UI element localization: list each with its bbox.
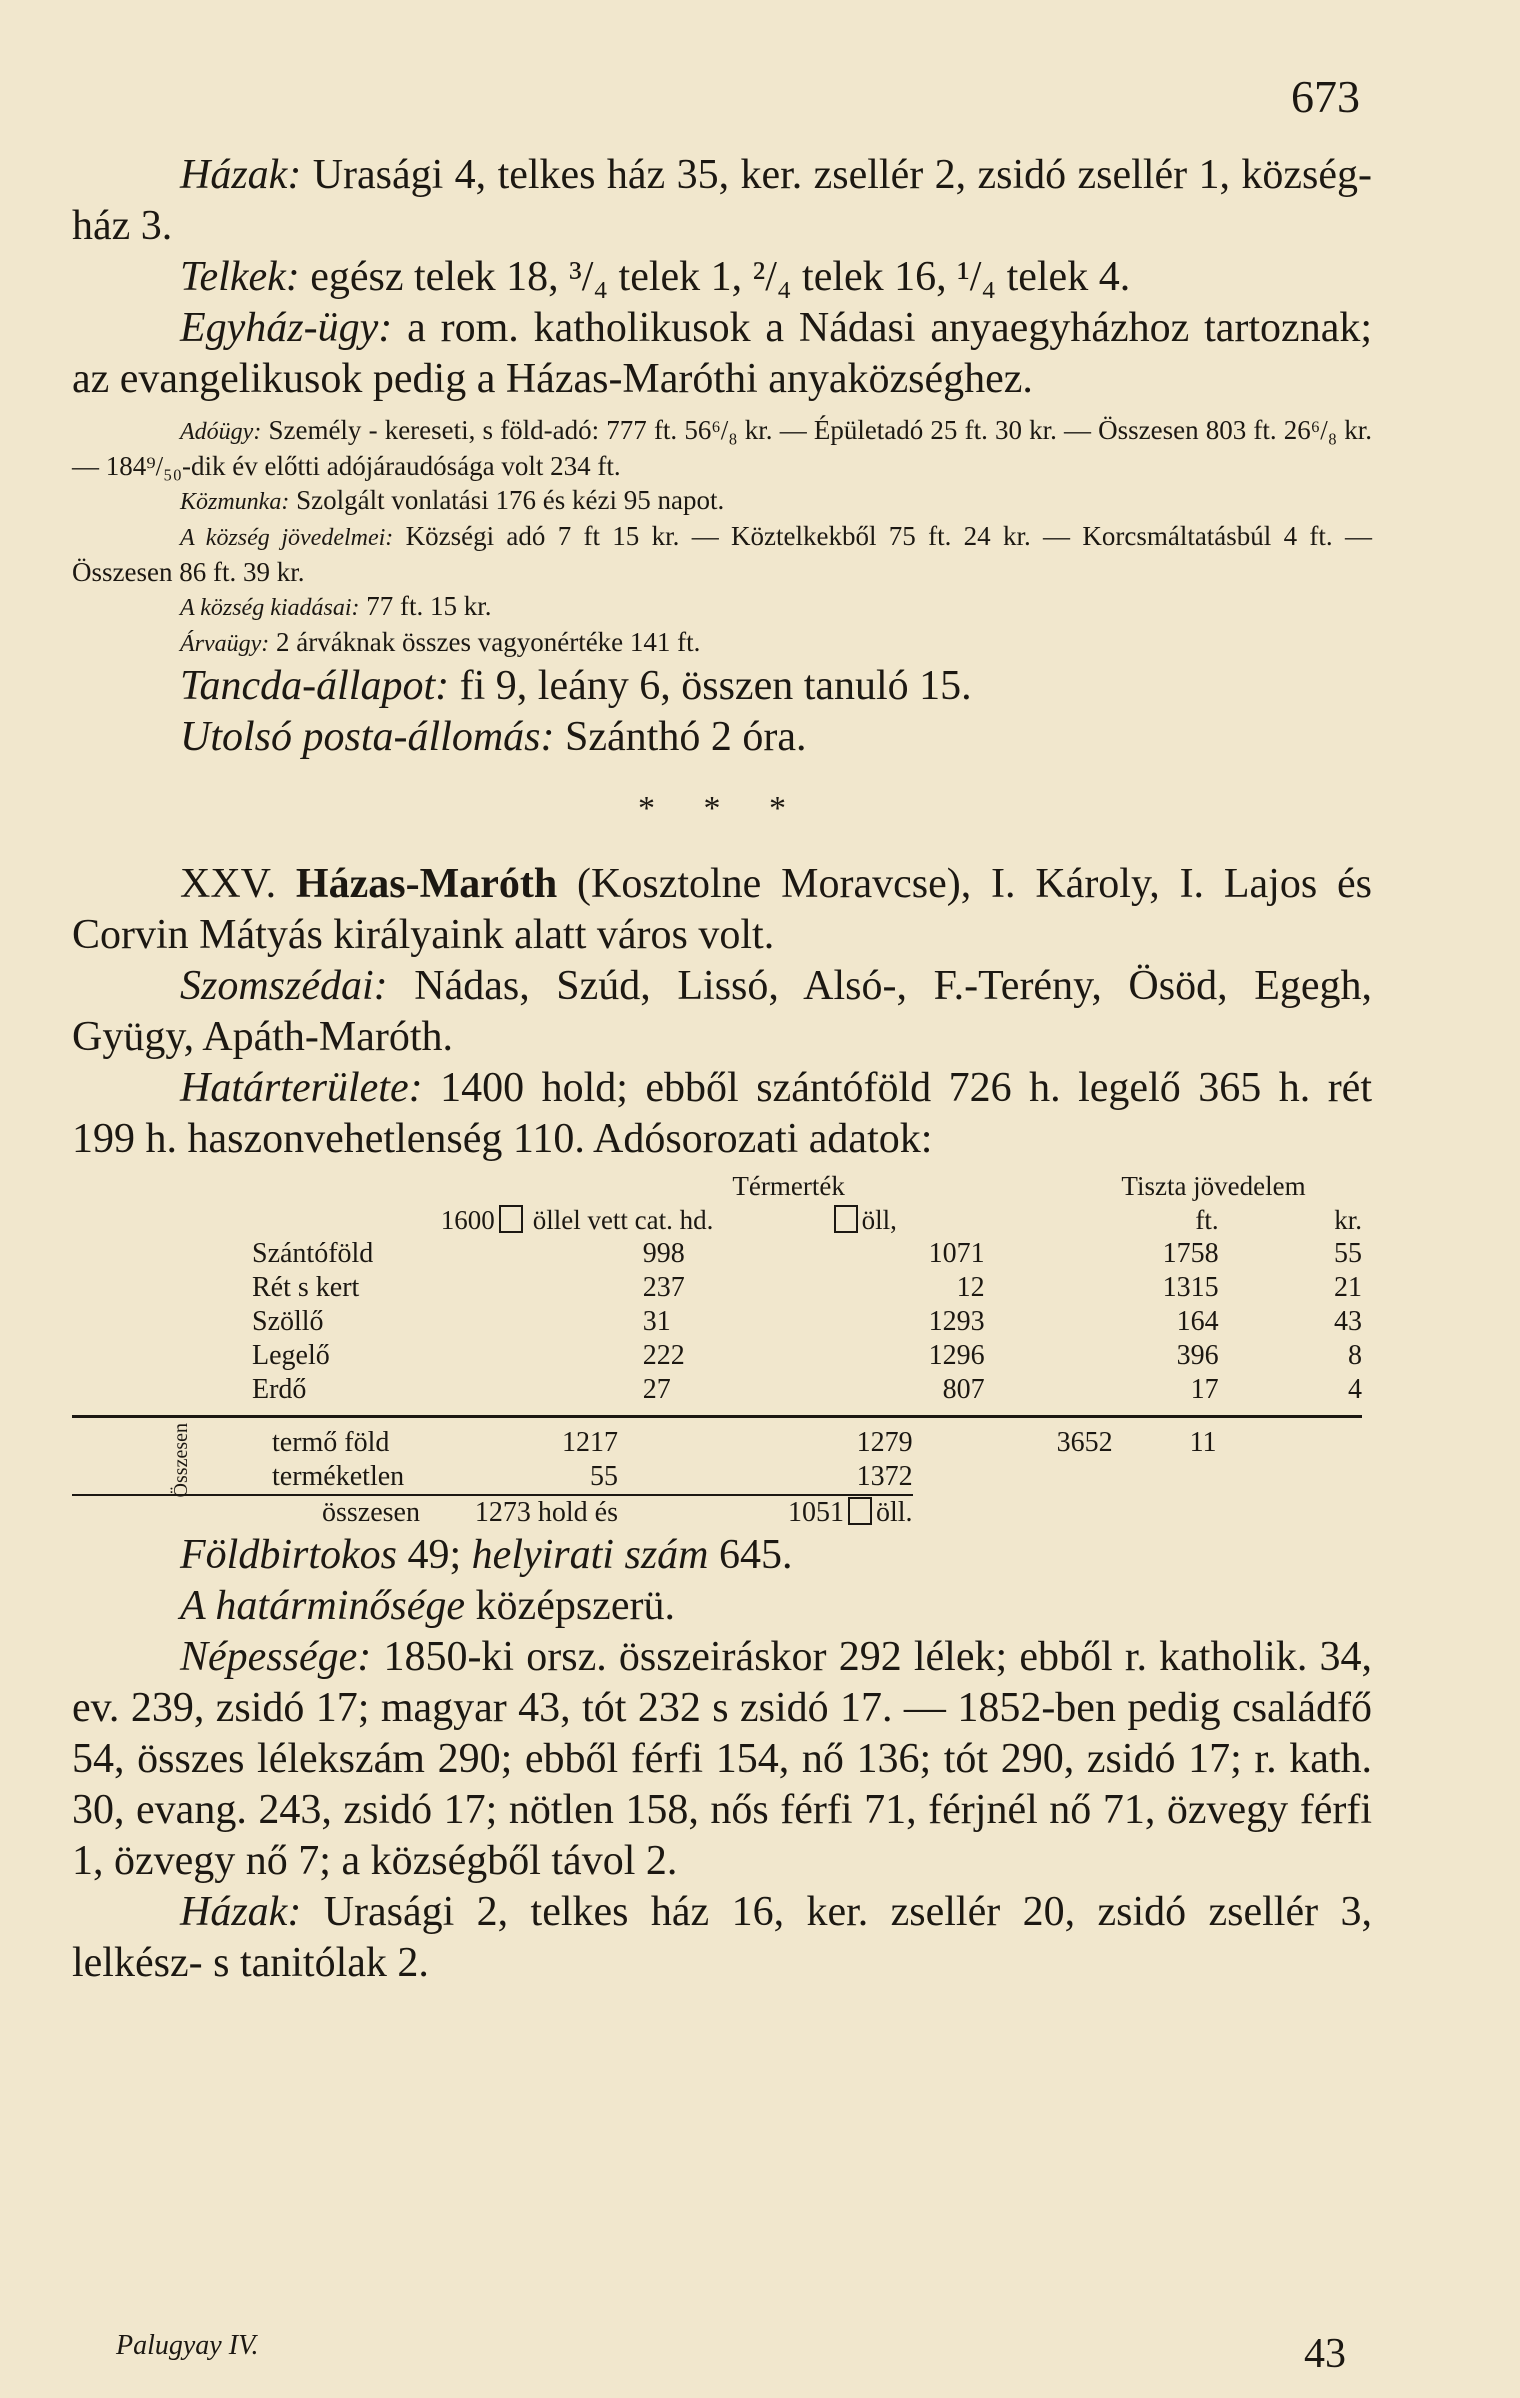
paragraph-szomszedai: Szomszédai: Nádas, Szúd, Lissó, Alsó-, F.-Terény, Ösöd, Egegh, Gyügy, Apáth-Maróth. xyxy=(72,963,1372,1060)
paragraph-adougy: Adóügy: Személy - kereseti, s föld-adó: 777 ft. 56⁶/₈ kr. — Épületadó 25 ft. 30 kr. — Összesen 803 ft. 26⁶/₈ kr. — 184⁹/₅₀-dik év előtti adójáraudósága volt 234 ft. xyxy=(72,415,1372,481)
totals-table xyxy=(72,1426,1362,1530)
table-row xyxy=(72,1339,1362,1373)
paragraph-hazak-2: Házak: Urasági 2, telkes ház 16, ker. zsellér 20, zsidó zsellér 3, lelkész- s tanitólak 2. xyxy=(72,1889,1372,1986)
table-header-2: 1600 öllel vett cat. hd. öll, ft. kr. xyxy=(440,1205,1362,1235)
table-row xyxy=(72,1237,1362,1271)
cell-kr: 4 xyxy=(1348,1374,1362,1405)
cell-kr: 8 xyxy=(1348,1340,1362,1371)
cell-hd: 237 xyxy=(642,1272,685,1303)
cell-oll: 12 xyxy=(956,1272,985,1303)
cell-ft: 396 xyxy=(1176,1340,1219,1371)
paragraph-foldbirtokos: Földbirtokos 49; helyirati szám 645. xyxy=(180,1532,793,1578)
table-row xyxy=(72,1305,1362,1339)
paragraph-nepessege: Népessége: 1850-ki orsz. összeiráskor 292 lélek; ebből r. katholik. 34, ev. 239, zsidó 17; magyar 43, tót 232 s zsidó 17. — 1852-ben pedig családfő 54, összes lélekszám 290; ebből férfi 154, nő 136; tót 290, zsidó 17; r. kath. 30, evang. 243, zsidó 17; nötlen 158, nős férfi 71, férjnél nő 71, özvegy férfi 1, özvegy nő 7; a községből távol 2. xyxy=(72,1634,1372,1884)
sidebar-label: Összesen xyxy=(170,1423,192,1498)
total-row-termeketlen: terméketlen 55 1372 xyxy=(272,1461,913,1492)
footer xyxy=(116,2330,1346,2377)
land-table xyxy=(72,1169,1362,1407)
sheet-number: 43 xyxy=(1304,2331,1346,2377)
cell-name: Rét s kert xyxy=(252,1272,360,1303)
total-row-termo: termő föld 1217 1279 3652 11 xyxy=(272,1427,1217,1458)
square-ol-symbol xyxy=(848,1497,872,1525)
cell-hd: 27 xyxy=(642,1374,671,1405)
paragraph-hatarminosege: A határminősége középszerü. xyxy=(180,1583,675,1629)
section-divider-stars: * * * xyxy=(638,790,806,827)
table-row xyxy=(72,1373,1362,1407)
cell-oll: 1293 xyxy=(928,1306,985,1337)
cell-ft: 164 xyxy=(1176,1306,1219,1337)
table-row xyxy=(72,1271,1362,1305)
cell-kr: 43 xyxy=(1334,1306,1362,1337)
cell-name: Erdő xyxy=(252,1374,307,1405)
paragraph-section-title: XXV. Házas-Maróth (Kosztolne Moravcse), I. Károly, I. Lajos és Corvin Mátyás királyaink alatt város volt. xyxy=(72,861,1372,958)
cell-hd: 222 xyxy=(642,1340,685,1371)
cell-ft: 17 xyxy=(1190,1374,1219,1405)
cell-oll: 1296 xyxy=(928,1340,985,1371)
paragraph-kiadasai: A község kiadásai: 77 ft. 15 kr. xyxy=(180,591,492,621)
page-number: 673 xyxy=(1291,71,1360,122)
totals-block xyxy=(72,1415,1372,1530)
paragraph-jovedelmei: A község jövedelmei: Községi adó 7 ft 15 kr. — Köztelkekből 75 ft. 24 kr. — Korcsmáltatásbúl 4 ft. — Összesen 86 ft. 39 kr. xyxy=(72,521,1372,587)
paragraph-tanoda: Tancda-állapot: fi 9, leány 6, összen tanuló 15. xyxy=(180,663,972,709)
cell-oll: 1071 xyxy=(928,1238,985,1269)
divider-line xyxy=(72,1415,1362,1418)
paragraph-arvaugy: Árvaügy: 2 árváknak összes vagyonértéke 141 ft. xyxy=(180,627,701,657)
paragraph-posta: Utolsó posta-állomás: Szánthó 2 óra. xyxy=(180,714,807,760)
square-ol-symbol xyxy=(834,1205,858,1233)
paragraph-hatarterulete: Határterülete: 1400 hold; ebből szántóföld 726 h. legelő 365 h. rét 199 h. haszonvehetlenség 110. Adósorozati adatok: xyxy=(72,1065,1372,1162)
cell-ft: 1758 xyxy=(1162,1238,1219,1269)
cell-name: Szántóföld xyxy=(252,1238,374,1269)
cell-name: Legelő xyxy=(252,1340,330,1371)
place-name: Házas-Maróth xyxy=(295,861,558,907)
cell-kr: 55 xyxy=(1334,1238,1362,1269)
signature-mark: Palugyay IV. xyxy=(116,2330,259,2361)
main-text xyxy=(72,150,1372,1989)
label-hazak: Házak: xyxy=(180,152,302,198)
cell-ft: 1315 xyxy=(1162,1272,1219,1303)
paragraph-hazak: Házak: Urasági 4, telkes ház 35, ker. zsellér 2, zsidó zsellér 1, község-ház 3. xyxy=(72,152,1372,249)
paragraph-kozmunka: Közmunka: Szolgált vonlatási 176 és kézi 95 napot. xyxy=(180,485,725,515)
cell-oll: 807 xyxy=(942,1374,985,1405)
paragraph-telkek: Telkek: egész telek 18, ³/₄ telek 1, ²/₄ telek 16, ¹/₄ telek 4. xyxy=(180,254,1131,300)
cell-name: Szöllő xyxy=(252,1306,324,1337)
table-header-1: Térmerték Tiszta jövedelem xyxy=(732,1171,1306,1201)
cell-hd: 31 xyxy=(642,1306,671,1337)
cell-hd: 998 xyxy=(642,1238,685,1269)
total-row-osszesen: összesen 1273 hold és 1051 öll. xyxy=(72,1495,1362,1530)
cell-kr: 21 xyxy=(1334,1272,1362,1303)
paragraph-egyhaz: Egyház-ügy: a rom. katholikusok a Nádasi anyaegyházhoz tartoznak; az evangelikusok pedig a Házas-Maróthi anyaközséghez. xyxy=(72,305,1372,402)
square-ol-symbol xyxy=(499,1205,523,1233)
